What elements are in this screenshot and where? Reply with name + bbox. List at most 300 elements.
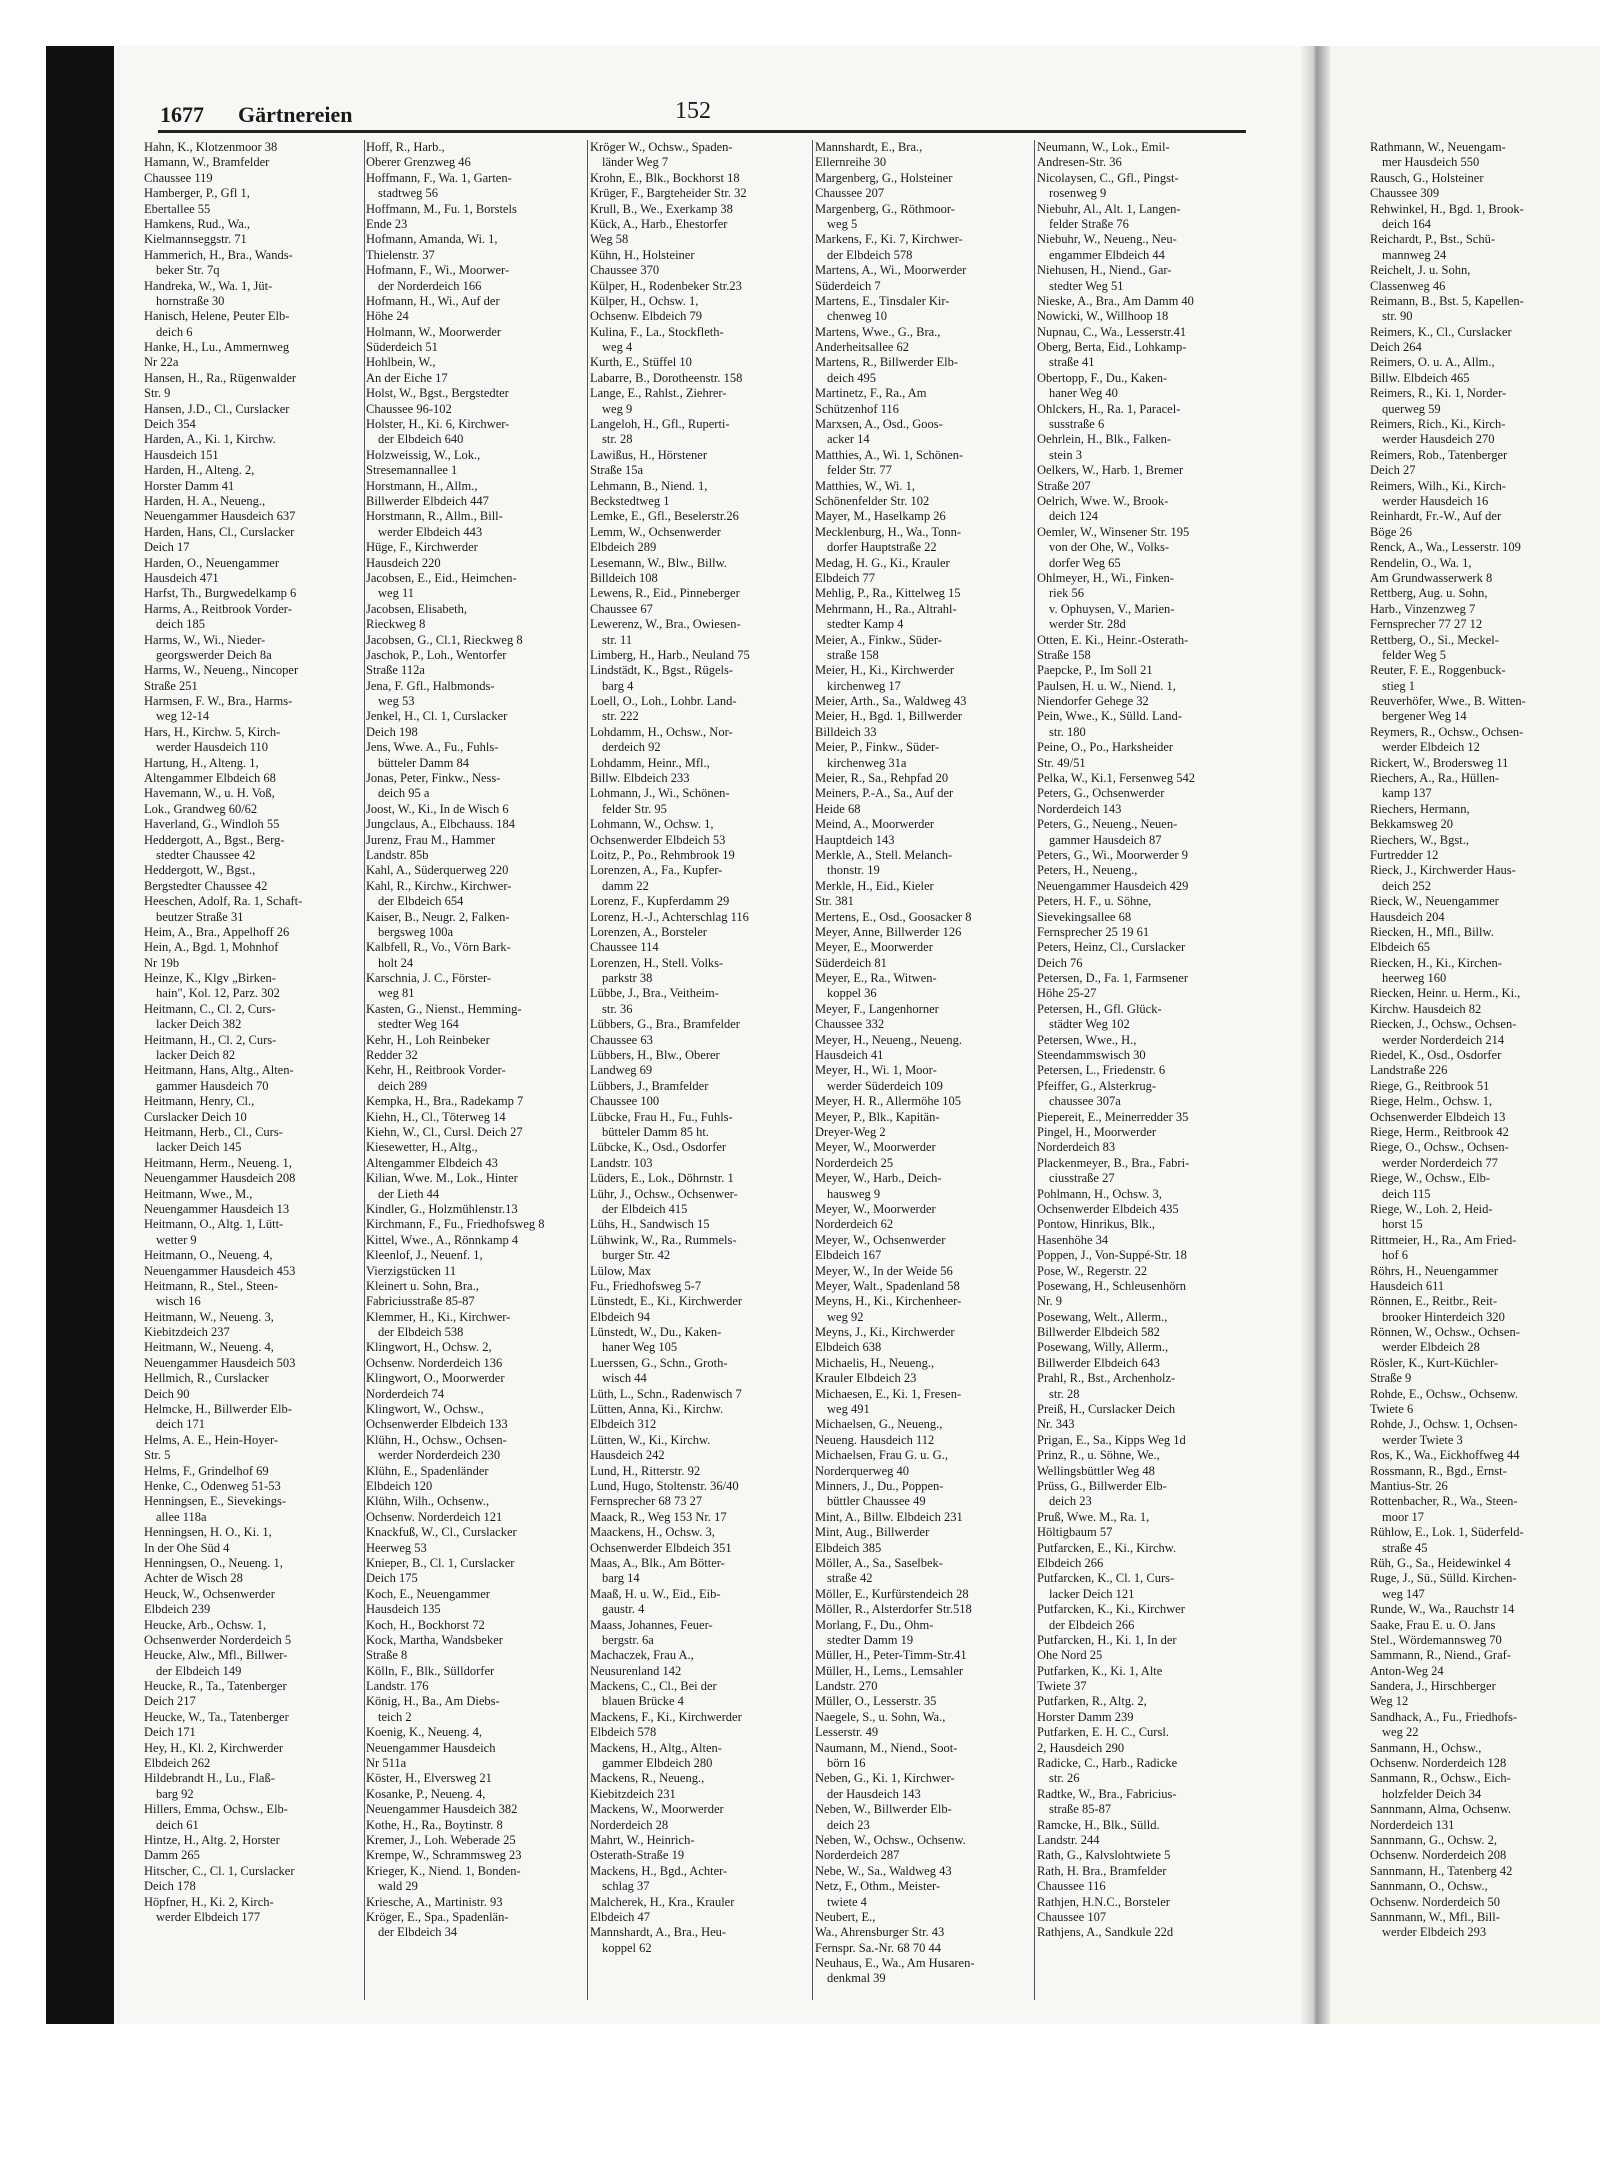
listing-line: Henningsen, E., Sievekings- [144, 1494, 286, 1509]
listing-line: deich 185 [156, 617, 205, 632]
listing-line: Sannmann, Alma, Ochsenw. [1370, 1802, 1512, 1817]
listing-line: Heitmann, H., Cl. 2, Curs- [144, 1032, 277, 1047]
listing-line: Meyns, J., Ki., Kirchwerder [815, 1325, 955, 1340]
listing-line: Niebuhr, Al., Alt. 1, Langen- [1037, 201, 1181, 216]
listing-line: Prahl, R., Bst., Archenholz- [1037, 1371, 1176, 1386]
listing-line: Rendelin, O., Wa. 1, [1370, 555, 1472, 570]
listing-line: barg 4 [602, 678, 634, 693]
listing-line: Lewens, R., Eid., Pinneberger [590, 586, 740, 601]
listing-line: Möller, R., Alsterdorfer Str.518 [815, 1602, 972, 1617]
listing-line: der Elbdeich 149 [156, 1663, 242, 1678]
listing-line: Beckstedtweg 1 [590, 493, 670, 508]
listing-line: hornstraße 30 [156, 293, 225, 308]
listing-line: Oberer Grenzweg 46 [366, 155, 471, 170]
listing-line: Neuengammer Hausdeich 503 [144, 1355, 296, 1370]
listing-line: Petersen, Wwe., H., [1037, 1032, 1137, 1047]
book-gutter [1300, 46, 1330, 2024]
listing-line: Hohlbein, W., [366, 355, 436, 370]
listing-line: Maass, Johannes, Feuer- [590, 1617, 713, 1632]
listing-line: Riechers, W., Bgst., [1370, 832, 1469, 847]
listing-line: Matthies, W., Wi. 1, [815, 478, 915, 493]
listing-line: Putfarken, R., Altg. 2, [1037, 1694, 1147, 1709]
listing-line: chenweg 10 [827, 309, 888, 324]
listing-line: Pein, Wwe., K., Sülld. Land- [1037, 709, 1182, 724]
listing-line: Classenweg 46 [1370, 278, 1446, 293]
listing-line: Niebuhr, W., Neueng., Neu- [1037, 232, 1177, 247]
listing-line: Kaiser, B., Neugr. 2, Falken- [366, 909, 510, 924]
listing-line: Deich 264 [1370, 340, 1422, 355]
listing-line: Neueng. Hausdeich 112 [815, 1432, 935, 1447]
listing-line: Ros, K., Wa., Eickhoffweg 44 [1370, 1448, 1520, 1463]
listing-line: länder Weg 7 [602, 155, 669, 170]
listing-line: Chaussee 100 [590, 1094, 660, 1109]
listing-line: dorfer Hauptstraße 22 [827, 540, 937, 555]
listing-line: Nr. 343 [1037, 1417, 1075, 1432]
listing-line: Hausdeich 611 [1370, 1278, 1445, 1293]
next-page-edge [1330, 46, 1600, 2024]
listing-line: Kasten, G., Nienst., Hemming- [366, 1001, 522, 1016]
listing-line: weg 92 [827, 1309, 864, 1324]
listing-line: deich 164 [1382, 216, 1431, 231]
listing-line: Prinz, R., u. Söhne, We., [1037, 1448, 1160, 1463]
listing-line: bütteler Damm 85 ht. [602, 1125, 709, 1139]
listing-line: holzfelder Deich 34 [1382, 1786, 1482, 1801]
listing-line: deich 23 [827, 1817, 870, 1832]
listing-line: Ruge, J., Sü., Sülld. Kirchen- [1370, 1571, 1517, 1586]
listing-line: Wellingsbüttler Weg 48 [1037, 1463, 1155, 1478]
listing-line: hof 6 [1382, 1248, 1409, 1263]
listing-line: Kahl, A., Süderquerweg 220 [366, 863, 509, 878]
listing-line: Peine, O., Po., Harksheider [1037, 740, 1174, 755]
listing-line: Heitmann, Hans, Altg., Alten- [144, 1063, 294, 1078]
listing-line: Külper, H., Ochsw. 1, [590, 293, 699, 308]
listing-line: Nebe, W., Sa., Waldweg 43 [815, 1863, 952, 1878]
listing-line: Deich 17 [144, 540, 190, 555]
listing-line: Jacobsen, G., Cl.1, Rieckweg 8 [366, 632, 523, 647]
listing-line: Elbdeich 266 [1037, 1555, 1104, 1570]
listing-line: Rohde, J., Ochsw. 1, Ochsen- [1370, 1417, 1518, 1432]
listing-line: Rathjen, H.N.C., Borsteler [1037, 1894, 1170, 1909]
listing-line: Heitmann, Wwe., M., [144, 1186, 253, 1201]
listing-line: Köster, H., Elversweg 21 [366, 1771, 492, 1786]
listing-line: Helms, A. E., Hein-Hoyer- [144, 1432, 279, 1447]
listing-line: beker Str. 7q [156, 263, 220, 278]
listing-line: Straße 158 [1037, 647, 1091, 662]
listing-line: riek 56 [1049, 586, 1085, 601]
listing-line: Pelka, W., Ki.1, Fersenweg 542 [1037, 771, 1195, 786]
listing-line: Ochsenwerder Elbdeich 351 [590, 1540, 732, 1555]
listing-line: Reichelt, J. u. Sohn, [1370, 263, 1471, 278]
listing-line: Hoffmann, F., Wa. 1, Garten- [366, 170, 512, 185]
listing-line: Reuter, F. E., Roggenbuck- [1370, 663, 1506, 678]
listing-line: Harmsen, F. W., Bra., Harms- [144, 694, 293, 709]
listing-line: Medag, H. G., Ki., Krauler [815, 555, 950, 570]
listing-line: Hofmann, F., Wi., Moorwer- [366, 263, 510, 278]
listing-line: Radtke, W., Bra., Fabricius- [1037, 1786, 1177, 1801]
page-number-left: 1677 [160, 102, 204, 127]
listing-line: Süderdeich 81 [815, 955, 887, 970]
listing-line: Chaussee 116 [1037, 1879, 1106, 1894]
listing-line: Sievekingsallee 68 [1037, 909, 1132, 924]
listing-line: Harms, A., Reitbrook Vorder- [144, 601, 292, 616]
listing-line: Jacobsen, E., Eid., Heimchen- [366, 570, 517, 585]
listing-column-5 [1037, 140, 1259, 1941]
listing-line: holt 24 [378, 955, 414, 970]
listing-line: Pohlmann, H., Ochsw. 3, [1037, 1186, 1162, 1201]
listing-line: Nowicki, W., Willhoop 18 [1037, 309, 1169, 324]
listing-line: Harms, W., Wi., Nieder- [144, 632, 266, 647]
listing-line: Lübbers, H., Blw., Oberer [590, 1048, 720, 1063]
listing-line: Hintze, H., Altg. 2, Horster [144, 1832, 280, 1847]
listing-line: Kiebitzdeich 237 [144, 1325, 230, 1340]
listing-line: Mehrmann, H., Ra., Altrahl- [815, 601, 957, 616]
listing-line: Neben, W., Billwerder Elb- [815, 1802, 952, 1817]
listing-line: heerweg 160 [1382, 971, 1447, 986]
listing-line: Deich 90 [144, 1386, 190, 1401]
listing-line: Harden, A., Ki. 1, Kirchw. [144, 432, 276, 447]
scan-bottom-margin [46, 2024, 1600, 2177]
listing-line: Lindstädt, K., Bgst., Rügels- [590, 663, 734, 678]
listing-line: städter Weg 102 [1049, 1017, 1130, 1032]
listing-line: lacker Deich 145 [156, 1140, 242, 1155]
listing-line: Harden, Hans, Cl., Curslacker [144, 524, 295, 539]
listing-line: Fu., Friedhofsweg 5-7 [590, 1278, 702, 1293]
listing-line: Straße 8 [366, 1648, 408, 1663]
listing-line: Riecken, H., Ki., Kirchen- [1370, 955, 1502, 970]
listing-line: An der Eiche 17 [366, 370, 448, 385]
listing-line: Riege, Helm., Ochsw. 1, [1370, 1094, 1493, 1109]
listing-line: Prigan, E., Sa., Kipps Weg 1d [1037, 1432, 1186, 1447]
listing-line: Kock, Martha, Wandsbeker [366, 1632, 503, 1647]
listing-line: Heucke, W., Ta., Tatenberger [144, 1709, 289, 1724]
listing-line: Osterath-Straße 19 [590, 1848, 685, 1863]
listing-line: Heitmann, R., Stel., Steen- [144, 1278, 279, 1293]
listing-line: Ebertallee 55 [144, 201, 211, 216]
listing-line: Labarre, B., Dorotheenstr. 158 [590, 370, 743, 385]
listing-line: Heeschen, Adolf, Ra. 1, Schaft- [144, 894, 303, 909]
listing-line: Koch, E., Neuengammer [366, 1586, 490, 1601]
listing-line: str. 180 [1049, 724, 1086, 739]
listing-line: Sanmann, R., Ochsw., Eich- [1370, 1771, 1511, 1786]
listing-line: Elbdeich 120 [366, 1478, 433, 1493]
listing-line: Rehwinkel, H., Bgd. 1, Brook- [1370, 201, 1524, 216]
listing-line: Neuengammer Hausdeich 429 [1037, 878, 1189, 893]
listing-line: Heitmann, Herm., Neueng. 1, [144, 1155, 292, 1170]
listing-line: Putfarken, E. H. C., Cursl. [1037, 1725, 1169, 1740]
listing-line: str. 36 [602, 1001, 633, 1016]
listing-line: straße 41 [1049, 355, 1095, 370]
listing-line: Schönenfelder Str. 102 [815, 493, 930, 508]
listing-line: Heim, A., Bra., Appelhoff 26 [144, 924, 290, 939]
listing-line: Meind, A., Moorwerder [815, 817, 935, 832]
listing-line: Landstraße 226 [1370, 1063, 1448, 1078]
listing-line: Heddergott, A., Bgst., Berg- [144, 832, 285, 847]
listing-line: stedter Weg 51 [1049, 278, 1124, 293]
next-page-column [1370, 140, 1600, 1941]
listing-line: Mahrt, W., Heinrich- [590, 1832, 695, 1847]
listing-line: Ochsenwerder Elbdeich 53 [590, 832, 726, 847]
listing-line: weg 81 [378, 986, 415, 1001]
listing-line: Harden, H. A., Neueng., [144, 493, 266, 508]
listing-line: Landstr. 176 [366, 1679, 429, 1694]
listing-line: Ochsenw. Norderdeich 50 [1370, 1894, 1501, 1909]
listing-line: Billw. Elbdeich 465 [1370, 370, 1470, 385]
listing-line: Lohdamm, Heinr., Mfl., [590, 755, 710, 770]
listing-line: Hanisch, Helene, Peuter Elb- [144, 309, 290, 324]
listing-line: Fernsprecher 77 27 12 [1370, 617, 1483, 632]
listing-line: Hüge, F., Kirchwerder [366, 540, 478, 555]
listing-line: weg 9 [602, 401, 633, 416]
listing-line: Höpfner, H., Ki. 2, Kirch- [144, 1894, 274, 1909]
listing-line: Sannmann, H., Tatenberg 42 [1370, 1863, 1513, 1878]
listing-line: Harb., Vinzenzweg 7 [1370, 601, 1476, 616]
listing-line: Lüders, E., Lok., Döhrnstr. 1 [590, 1171, 734, 1186]
listing-line: Meyer, W., Ochsenwerder [815, 1232, 946, 1247]
listing-line: burger Str. 42 [602, 1248, 671, 1263]
listing-line: Kosanke, P., Neueng. 4, [366, 1786, 486, 1801]
header-rule [158, 130, 1246, 133]
listing-line: twiete 4 [827, 1894, 867, 1909]
listing-line: Klingwort, O., Moorwerder [366, 1371, 505, 1386]
listing-line: Andresen-Str. 36 [1037, 155, 1122, 170]
listing-line: Loell, O., Loh., Lohbr. Land- [590, 694, 737, 709]
listing-line: deich 124 [1049, 509, 1098, 524]
listing-line: Reimers, O. u. A., Allm., [1370, 355, 1495, 370]
listing-line: deich 61 [156, 1817, 199, 1832]
listing-line: werder Süderdeich 109 [827, 1078, 943, 1093]
listing-line: Altengammer Elbdeich 43 [366, 1155, 498, 1170]
listing-line: Oelrich, Wwe. W., Brook- [1037, 493, 1169, 508]
listing-line: Rohde, E., Ochsw., Ochsenw. [1370, 1386, 1519, 1401]
listing-line: Kleenlof, J., Neuenf. 1, [366, 1248, 483, 1263]
listing-line: Höltigbaum 57 [1037, 1525, 1113, 1540]
listing-line: brooker Hinterdeich 320 [1382, 1309, 1505, 1324]
column-separator [1034, 140, 1035, 2000]
listing-line: Rönnen, E., Reitbr., Reit- [1370, 1294, 1498, 1309]
listing-line: schlag 37 [602, 1879, 650, 1894]
listing-line: Kiebitzdeich 231 [590, 1786, 676, 1801]
listing-line: Runde, W., Wa., Rauchstr 14 [1370, 1602, 1515, 1617]
listing-line: Straße 112a [366, 663, 425, 678]
listing-line: Elbdeich 94 [590, 1309, 651, 1324]
listing-line: Hammerich, H., Bra., Wands- [144, 247, 293, 262]
listing-line: Riege, Herm., Reitbrook 42 [1370, 1125, 1509, 1139]
listing-line: stedter Damm 19 [827, 1632, 914, 1647]
listing-line: Mackens, R., Neueng., [590, 1771, 705, 1786]
listing-line: Neuengammer Hausdeich [366, 1740, 496, 1755]
listing-line: Rönnen, W., Ochsw., Ochsen- [1370, 1325, 1520, 1340]
listing-line: Rittmeier, H., Ra., Am Fried- [1370, 1232, 1517, 1247]
listing-line: deich 23 [1049, 1494, 1092, 1509]
listing-line: derdeich 92 [602, 740, 661, 755]
listing-line: Lewerenz, W., Bra., Owiesen- [590, 617, 741, 632]
listing-line: Meyer, W., Moorwerder [815, 1201, 936, 1216]
listing-line: Deich 76 [1037, 955, 1083, 970]
listing-line: Riege, G., Reitbrook 51 [1370, 1078, 1490, 1093]
listing-line: Minners, J., Du., Poppen- [815, 1478, 944, 1493]
listing-line: Paepcke, P., Im Soll 21 [1037, 663, 1153, 678]
listing-line: stieg 1 [1382, 678, 1415, 693]
listing-line: Harfst, Th., Burgwedelkamp 6 [144, 586, 297, 601]
listing-line: Plackenmeyer, B., Bra., Fabri- [1037, 1155, 1190, 1170]
listing-line: gammer Hausdeich 70 [156, 1078, 269, 1093]
listing-line: Kehr, H., Loh Reinbeker [366, 1032, 490, 1047]
listing-line: Kittel, Wwe., A., Rönnkamp 4 [366, 1232, 519, 1247]
listing-line: Külper, H., Rodenbeker Str.23 [590, 278, 742, 293]
listing-line: Müller, H., Lems., Lemsahler [815, 1663, 964, 1678]
listing-line: Neuengammer Hausdeich 208 [144, 1171, 296, 1186]
listing-line: Helmcke, H., Billwerder Elb- [144, 1402, 292, 1417]
listing-line: Hellmich, R., Curslacker [144, 1371, 269, 1386]
listing-line: Lühr, J., Ochsw., Ochsenwer- [590, 1186, 738, 1201]
listing-line: Ochsenw. Norderdeich 128 [1370, 1756, 1507, 1771]
listing-line: haner Weg 105 [602, 1340, 678, 1355]
listing-line: Naumann, M., Niend., Soot- [815, 1740, 958, 1755]
listing-line: Nr 511a [366, 1756, 407, 1771]
listing-line: Mertens, E., Osd., Goosacker 8 [815, 909, 972, 924]
listing-line: Jena, F. Gfl., Halbmonds- [366, 678, 495, 693]
listing-line: str. 28 [1049, 1386, 1080, 1401]
listing-line: Radicke, C., Harb., Radicke [1037, 1756, 1178, 1771]
listing-line: Neusurenland 142 [590, 1663, 682, 1678]
listing-line: koppel 62 [602, 1940, 652, 1955]
listing-line: Machaczek, Frau A., [590, 1648, 694, 1663]
listing-line: Harden, O., Neuengammer [144, 555, 280, 570]
listing-line: Hamkens, Rud., Wa., [144, 216, 251, 231]
listing-line: Chaussee 370 [590, 263, 660, 278]
listing-line: Weg 12 [1370, 1694, 1409, 1709]
listing-line: König, H., Ba., Am Diebs- [366, 1694, 500, 1709]
listing-line: str. 90 [1382, 309, 1413, 324]
listing-line: Rieckweg 8 [366, 617, 426, 632]
listing-line: parkstr 38 [602, 971, 653, 986]
scan-left-border [46, 46, 114, 2024]
listing-line: Deich 217 [144, 1694, 196, 1709]
listing-line: Höhe 25-27 [1037, 986, 1097, 1001]
listing-line: Ochsenw. Norderdeich 208 [1370, 1848, 1507, 1863]
listing-line: Süderdeich 51 [366, 340, 438, 355]
listing-line: werder Hausdeich 16 [1382, 493, 1489, 508]
listing-line: Lange, E., Rahlst., Ziehrer- [590, 386, 727, 401]
listing-line: Meyer, F., Langenhorner [815, 1001, 939, 1016]
page-number: 152 [675, 98, 711, 124]
listing-line: Straße 251 [144, 678, 198, 693]
listing-line: Thielenstr. 37 [366, 247, 435, 262]
listing-line: Heitmann, W., Neueng. 3, [144, 1309, 274, 1324]
listing-line: börn 16 [827, 1756, 866, 1771]
listing-line: Koch, H., Bockhorst 72 [366, 1617, 485, 1632]
listing-line: Bergstedter Chaussee 42 [144, 878, 268, 893]
listing-line: der Elbdeich 538 [378, 1325, 464, 1340]
listing-line: Hasenhöhe 34 [1037, 1232, 1109, 1247]
listing-line: Holzweissig, W., Lok., [366, 447, 481, 462]
listing-line: Joost, W., Ki., In de Wisch 6 [366, 801, 509, 816]
listing-line: wisch 44 [602, 1371, 647, 1386]
listing-line: teich 2 [378, 1709, 412, 1724]
listing-line: Handreka, W., Wa. 1, Jüt- [144, 278, 273, 293]
listing-line: Hausdeich 151 [144, 447, 219, 462]
listing-line: Meyer, Anne, Billwerder 126 [815, 924, 962, 939]
listing-line: Meier, H., Bgd. 1, Billwerder [815, 709, 963, 724]
listing-line: werder Elbdeich 177 [156, 1909, 261, 1924]
listing-line: Nicolaysen, C., Gfl., Pingst- [1037, 170, 1179, 185]
listing-line: Lohmann, J., Wi., Schönen- [590, 786, 730, 801]
listing-line: Malcherek, H., Kra., Krauler [590, 1894, 735, 1909]
listing-line: Petersen, D., Fa. 1, Farmsener [1037, 971, 1189, 986]
listing-line: Mackens, W., Moorwerder [590, 1802, 724, 1817]
listing-line: Rickert, W., Brodersweg 11 [1370, 755, 1509, 770]
listing-line: str. 222 [602, 709, 639, 724]
listing-line: Hansen, J.D., Cl., Curslacker [144, 401, 290, 416]
listing-line: haner Weg 40 [1049, 386, 1118, 401]
listing-line: Posewang, Welt., Allerm., [1037, 1309, 1168, 1324]
listing-line: lacker Deich 82 [156, 1048, 236, 1063]
listing-line: Reichardt, P., Bst., Schü- [1370, 232, 1495, 247]
listing-line: weg 5 [827, 216, 858, 231]
listing-line: Pfeiffer, G., Alsterkrug- [1037, 1078, 1157, 1093]
listing-line: Ochsenwerder Elbdeich 435 [1037, 1201, 1179, 1216]
listing-line: allee 118a [156, 1509, 207, 1524]
listing-line: Jenkel, H., Cl. 1, Curslacker [366, 709, 508, 724]
listing-line: Lübbe, J., Bra., Veitheim- [590, 986, 719, 1001]
listing-line: deich 289 [378, 1078, 427, 1093]
listing-line: 2, Hausdeich 290 [1037, 1740, 1125, 1755]
listing-line: Billdeich 108 [590, 570, 658, 585]
listing-line: Billdeich 33 [815, 724, 877, 739]
listing-line: Ochsenw. Norderdeich 121 [366, 1509, 503, 1524]
listing-line: Riege, O., Ochsw., Ochsen- [1370, 1140, 1509, 1155]
listing-line: Stel., Wördemannsweg 70 [1370, 1632, 1502, 1647]
listing-line: Martens, Wwe., G., Bra., [815, 324, 941, 339]
listing-line: Ochsenw. Elbdeich 79 [590, 309, 703, 324]
listing-line: Hausdeich 41 [815, 1048, 884, 1063]
listing-line: Heide 68 [815, 801, 861, 816]
listing-line: Hauptdeich 143 [815, 832, 895, 847]
listing-line: Neben, W., Ochsw., Ochsenw. [815, 1832, 966, 1847]
listing-line: Hartung, H., Alteng. 1, [144, 755, 259, 770]
listing-line: der Hausdeich 143 [827, 1786, 921, 1801]
listing-line: Heitmann, W., Neueng. 4, [144, 1340, 274, 1355]
listing-line: Kremer, J., Loh. Weberade 25 [366, 1832, 516, 1847]
listing-line: Petersen, L., Friedenstr. 6 [1037, 1063, 1166, 1078]
listing-line: str. 11 [602, 632, 633, 647]
listing-line: Kiehn, W., Cl., Cursl. Deich 27 [366, 1125, 523, 1139]
listing-line: der Lieth 44 [378, 1186, 440, 1201]
listing-line: werder Hausdeich 270 [1382, 432, 1495, 447]
listing-line: Chaussee 114 [590, 940, 659, 955]
listing-line: Chaussee 119 [144, 170, 213, 185]
listing-line: Klühn, Wilh., Ochsenw., [366, 1494, 490, 1509]
listing-line: Hey, H., Kl. 2, Kirchwerder [144, 1740, 284, 1755]
listing-line: Otten, E. Ki., Heinr.-Osterath- [1037, 632, 1189, 647]
listing-line: Rühlow, E., Lok. 1, Süderfeld- [1370, 1525, 1524, 1540]
listing-line: Rettberg, Aug. u. Sohn, [1370, 586, 1488, 601]
listing-line: Klingwort, H., Ochsw. 2, [366, 1340, 492, 1355]
listing-line: Piepereit, E., Meinerredder 35 [1037, 1109, 1189, 1124]
listing-line: Kirchmann, F., Fu., Friedhofsweg 8 [366, 1217, 545, 1232]
listing-line: Straße 9 [1370, 1371, 1412, 1386]
listing-line: Heitmann, O., Altg. 1, Lütt- [144, 1217, 284, 1232]
listing-line: Lawißus, H., Hörstener [590, 447, 707, 462]
listing-line: georgswerder Deich 8a [156, 647, 272, 662]
listing-line: der Elbdeich 654 [378, 894, 464, 909]
listing-line: Elbdeich 47 [590, 1909, 651, 1924]
listing-line: Michaelsen, G., Neueng., [815, 1417, 943, 1432]
listing-line: Landstr. 270 [815, 1679, 878, 1694]
listing-line: Sannmann, O., Ochsw., [1370, 1879, 1488, 1894]
listing-line: Straße 15a [590, 463, 644, 478]
listing-line: Chaussee 107 [1037, 1909, 1107, 1924]
